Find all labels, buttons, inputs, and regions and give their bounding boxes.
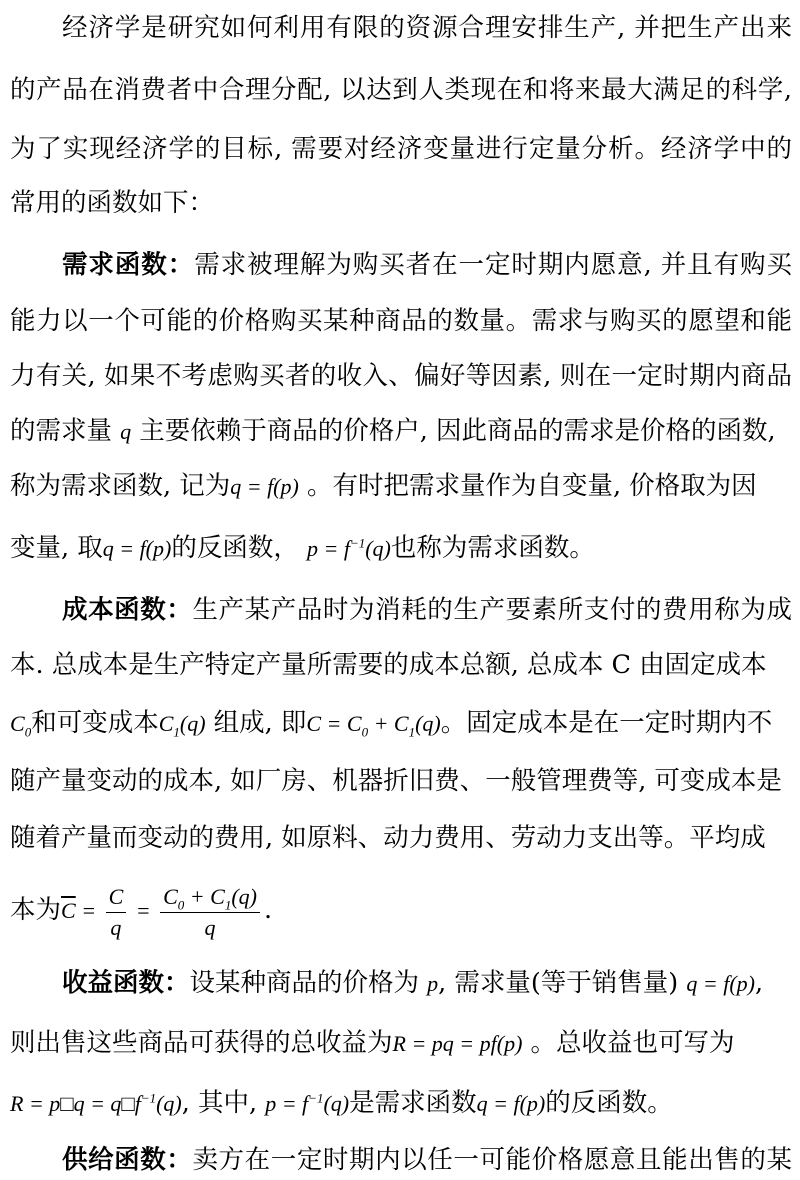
- revenue-line-3: R = p□q = $q□f^{-1}(q)$, 其中, $p = f^{-1}(q)$是需求函数q = f(p)的反函数。: [10, 1088, 673, 1118]
- fraction-c0-c1-over-q: $\frac{C_0 + C_1(q)}{q}$: [160, 882, 260, 943]
- var-q: q: [120, 419, 132, 444]
- formula-demand-3: q = f(p): [686, 971, 755, 996]
- demand-line-6: 变量, 取q = f(p)的反函数， $p = f^{-1}(q)$也称为需求函数。: [10, 533, 595, 563]
- cost-line-1: 成本函数：生产某产品时为消耗的生产要素所支付的费用称为成: [62, 595, 792, 625]
- cost-heading: 成本函数：: [62, 595, 193, 625]
- supply-heading: 供给函数：: [62, 1145, 193, 1175]
- var-p: p: [427, 971, 439, 996]
- cost-line-4: 随产量变动的成本, 如厂房、机器折旧费、一般管理费等, 可变成本是: [10, 766, 782, 796]
- intro-line-3: 为了实现经济学的目标, 需要对经济变量进行定量分析。经济学中的: [10, 134, 792, 164]
- intro-line-4: 常用的函数如下：: [10, 188, 215, 218]
- intro-line-2: 的产品在消费者中合理分配, 以达到人类现在和将来最大满足的科学,: [10, 75, 792, 105]
- var-c0: $C_0$: [10, 711, 32, 740]
- demand-line-5: 称为需求函数, 记为q = f(p) 。有时把需求量作为自变量, 价格取为因: [10, 471, 757, 501]
- cost-line-3: $C_0$和可变成本$C_1(q)$ 组成, 即$C = C_0 + C_1(q)$。固定成本是在一定时期内不: [10, 708, 773, 740]
- formula-revenue-alt: R = p□q = $q□f^{-1}(q)$: [10, 1090, 182, 1116]
- revenue-heading: 收益函数：: [62, 968, 190, 998]
- fraction-c-over-q: $\frac{C}{q}$: [106, 882, 127, 943]
- var-c1: $C_1(q)$: [158, 711, 206, 740]
- revenue-line-1: 收益函数：设某种商品的价格为 p, 需求量(等于销售量) q = f(p),: [62, 968, 764, 998]
- demand-line-1: 需求函数：需求被理解为购买者在一定时期内愿意, 并且有购买: [62, 250, 792, 280]
- formula-demand-2: q = f(p): [102, 536, 172, 561]
- formula-inverse-demand-2: $p = f^{-1}(q)$: [265, 1090, 350, 1116]
- demand-heading: 需求函数：: [62, 250, 195, 280]
- formula-demand-4: q = f(p): [476, 1091, 546, 1116]
- demand-line-2: 能力以一个可能的价格购买某种商品的数量。需求与购买的愿望和能: [10, 306, 792, 336]
- cost-line-6: 本为$\overline{C}$ = $\frac{C}{q}$ = $\frac{C_0 + C_1(q)}{q}$ .: [10, 880, 792, 943]
- cost-line-5: 随着产量而变动的费用, 如原料、动力费用、劳动力支出等。平均成: [10, 823, 766, 853]
- demand-line-3: 力有关, 如果不考虑购买者的收入、偏好等因素, 则在一定时期内商品: [10, 361, 792, 391]
- supply-line-1: 供给函数：卖方在一定时期内以任一可能价格愿意且能出售的某: [62, 1145, 792, 1175]
- formula-demand: q = f(p): [230, 474, 299, 499]
- cost-line-2: 本. 总成本是生产特定产量所需要的成本总额, 总成本 C 由固定成本: [10, 650, 767, 680]
- intro-line-1: 经济学是研究如何利用有限的资源合理安排生产, 并把生产出来: [62, 13, 792, 43]
- demand-line-4: 的需求量 q 主要依赖于商品的价格户, 因此商品的需求是价格的函数,: [10, 416, 776, 446]
- formula-revenue: R = pq = pf(p): [392, 1031, 523, 1056]
- formula-inverse-demand: $p = f^{-1}(q)$: [306, 535, 391, 561]
- formula-total-cost: $C = C_0 + C_1(q)$: [306, 711, 441, 740]
- revenue-line-2: 则出售这些商品可获得的总收益为R = pq = pf(p) 。总收益也可写为: [10, 1028, 735, 1058]
- formula-average-cost: $\overline{C}$ = $\frac{C}{q}$ = $\frac{C_0 + C_1(q)}{q}$: [61, 898, 264, 923]
